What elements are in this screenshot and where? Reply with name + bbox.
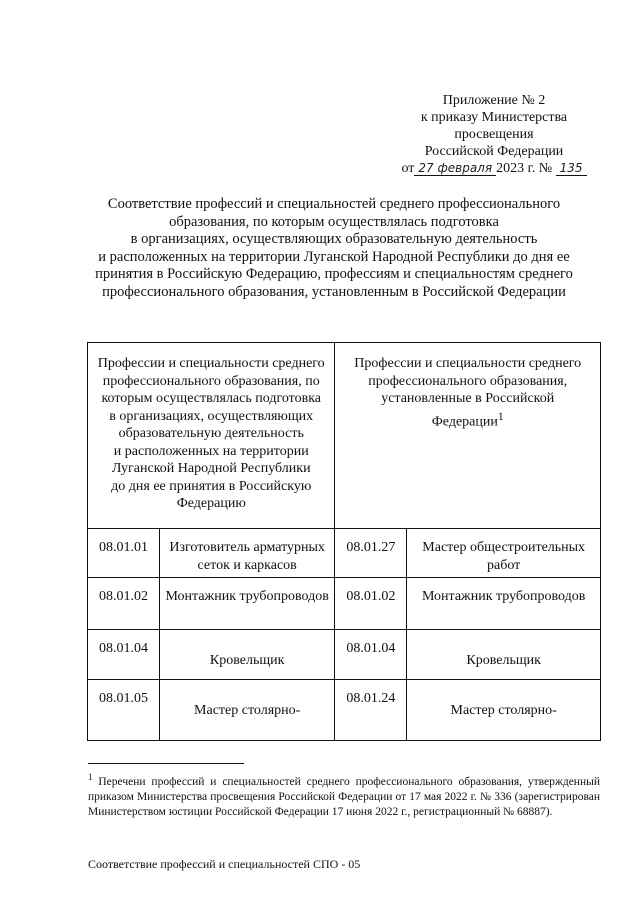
code-left: 08.01.02 [88, 578, 160, 630]
title-line: и расположенных на территории Луганской Народной Республики до дня ее [98, 248, 570, 265]
table-row [88, 578, 601, 630]
title-line: в организациях, осуществляющих образовательную деятельность [130, 231, 538, 247]
appendix-line-federation: Российской Федерации [424, 144, 564, 159]
document-title [88, 196, 580, 301]
code-right: 08.01.24 [335, 680, 407, 741]
header-line: и расположенных на территории [113, 443, 309, 459]
name-right: Кровельщик [407, 630, 601, 680]
header-line: Федерацию [176, 496, 246, 511]
header-line: Луганской Народной Республики [111, 461, 311, 476]
header-line: профессионального образования, по [102, 373, 320, 389]
code-left: 08.01.01 [88, 529, 160, 578]
name-left: Мастер столярно- [159, 680, 335, 741]
handwritten-number: 135 [556, 161, 587, 176]
header-line: до дня ее принятия в Российскую [111, 478, 312, 494]
code-left: 08.01.04 [88, 630, 160, 680]
footnote-ref: 1 [497, 409, 504, 423]
code-left: 08.01.05 [88, 680, 160, 741]
title-line: профессионального образования, установленным в Российской Федерации [102, 283, 566, 300]
name-right: Монтажник трубопроводов [407, 578, 601, 630]
header-line: Профессии и специальности среднего [97, 356, 325, 371]
header-line: Профессии и специальности среднего [354, 356, 582, 371]
appendix-date-line [388, 160, 600, 177]
footnote-text: Перечени профессий и специальностей среднего профессионального образования, утвержденный приказом Министерства просвещения Российской Федерации от 17 мая 2022 г. № 336 (зарегистрирован Министерством юстиции Российской Федерации 17 июня 2022 г., регистрационный № 68887). [88, 775, 600, 818]
name-left: Изготовитель арматурных сеток и каркасов [159, 529, 335, 578]
appendix-line-order: к приказу Министерства [420, 110, 568, 125]
footnote [88, 770, 600, 820]
header-line: которым осуществлялась подготовка [101, 391, 322, 406]
header-line: образовательную деятельность [118, 426, 304, 441]
date-year: 2023 г. № [496, 161, 553, 176]
header-line [339, 408, 596, 431]
code-right: 08.01.27 [335, 529, 407, 578]
header-line-last: Федерации [431, 414, 498, 430]
footnote-marker: 1 [88, 772, 93, 782]
name-left: Кровельщик [159, 630, 335, 680]
header-line: установленные в Российской [381, 391, 555, 406]
title-line: Соответствие профессий и специальностей среднего профессионального [107, 196, 561, 212]
name-left: Монтажник трубопроводов [159, 578, 335, 630]
correspondence-table [87, 342, 601, 741]
footnote-divider [88, 763, 244, 764]
code-right: 08.01.04 [335, 630, 407, 680]
header-rf [335, 343, 601, 529]
appendix-title: Приложение № 2 [442, 93, 546, 108]
table-row [88, 630, 601, 680]
date-prefix: от [401, 161, 415, 176]
table-row [88, 529, 601, 578]
header-line: в организациях, осуществляющих [109, 408, 314, 424]
title-line: принятия в Российскую Федерацию, профессиям и специальностям среднего [95, 266, 573, 282]
page-footer: Соответствие профессий и специальностей СПО - 05 [88, 857, 361, 871]
appendix-block [388, 92, 600, 177]
name-right: Мастер столярно- [407, 680, 601, 741]
appendix-line-ministry: просвещения [454, 127, 534, 142]
handwritten-date: 27 февраля [414, 161, 496, 176]
header-line: профессионального образования, [368, 373, 568, 389]
code-right: 08.01.02 [335, 578, 407, 630]
table-row [88, 680, 601, 741]
table-header-row [88, 343, 601, 529]
name-right: Мастер общестроительных работ [407, 529, 601, 578]
title-line: образования, по которым осуществлялась подготовка [169, 213, 499, 230]
header-lnr [88, 343, 335, 529]
